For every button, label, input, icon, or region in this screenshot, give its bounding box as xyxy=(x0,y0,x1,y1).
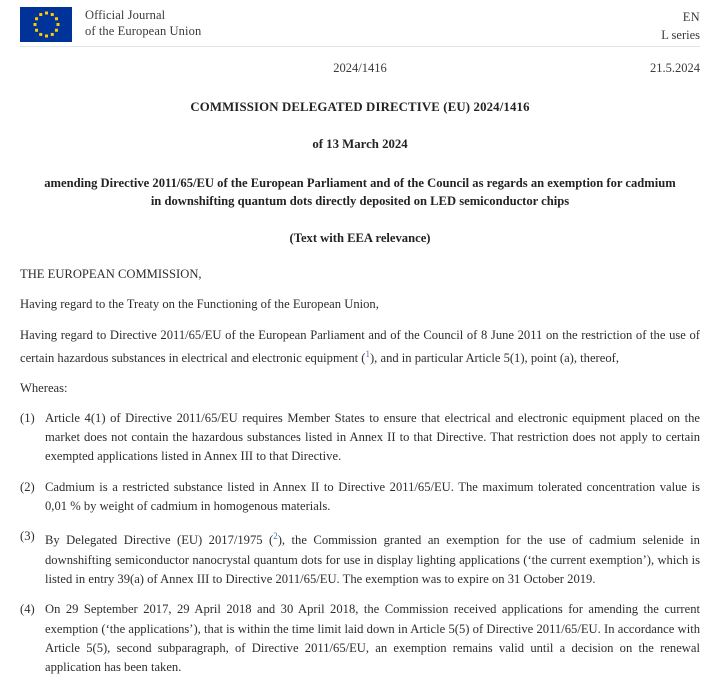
recital-item xyxy=(20,478,700,517)
eu-star xyxy=(45,35,48,38)
recital-number: (4) xyxy=(20,602,35,617)
document-reference-bar xyxy=(0,47,720,77)
document-header xyxy=(0,0,720,40)
footnote-ref-2[interactable]: 2 xyxy=(273,531,278,542)
eu-star xyxy=(50,33,53,36)
recital-item xyxy=(20,409,700,467)
document-body xyxy=(0,265,720,677)
eea-relevance-note: (Text with EEA relevance) xyxy=(289,231,431,245)
document-number: 2024/1416 xyxy=(333,61,387,75)
document-subject-line-1: amending Directive 2011/65/EU of the European Parliament and of the Council as regards an exemption for cadmium in xyxy=(44,176,676,208)
recital-item xyxy=(20,527,700,589)
masthead-line-1: Official Journal xyxy=(85,8,166,22)
eu-star xyxy=(39,33,42,36)
masthead xyxy=(85,6,201,39)
recital-number: (2) xyxy=(20,479,35,494)
having-regard-directive-text-1: Having regard to Directive 2011/65/EU of the European Parliament and of the Council of 8 June 2011 on the restriction of the use of certain hazardous substances in electrical and electronic equipment ( xyxy=(20,327,700,366)
eu-star xyxy=(45,12,48,15)
publication-date: 21.5.2024 xyxy=(650,61,700,75)
eu-star xyxy=(56,23,59,26)
eu-star xyxy=(35,29,38,32)
eu-star xyxy=(33,23,36,26)
having-regard-directive-text-2: ), and in particular Article 5(1), point (a), thereof, xyxy=(369,351,619,366)
recital-text: On 29 September 2017, 29 April 2018 and 30 April 2018, the Commission received applications for amending the current exemption (‘the applications’), that is within the time limit laid down in Article 5(5) of Directive 2011/65/EU. In accordance with Article 5(5), second subparagraph, of Directive 2011/65/EU, an exemption remains valid until a decision on the renewal application has been taken. xyxy=(45,602,700,675)
document-subject-line-2: downshifting quantum dots directly deposited on LED semiconductor chips xyxy=(164,194,570,208)
title-block xyxy=(0,100,720,246)
document-adoption-date: of 13 March 2024 xyxy=(312,137,408,151)
eu-star xyxy=(50,13,53,16)
document-title: COMMISSION DELEGATED DIRECTIVE (EU) 2024/1416 xyxy=(190,100,530,114)
series-label: L series xyxy=(661,28,700,42)
recital-number: (3) xyxy=(20,529,35,544)
eu-star xyxy=(54,29,57,32)
recital-text: Article 4(1) of Directive 2011/65/EU requires Member States to ensure that electrical and electronic equipment placed on the market does not contain the hazardous substances listed in Annex II to that Directive. That restriction does not apply to certain exempted applications listed in Annex III to that Directive. xyxy=(45,410,700,464)
commission-line: THE EUROPEAN COMMISSION, xyxy=(20,267,202,281)
header-right-group xyxy=(661,6,700,44)
footnote-ref-1[interactable]: 1 xyxy=(365,348,370,359)
recital-text-part-1: By Delegated Directive (EU) 2017/1975 ( xyxy=(45,533,274,548)
language-code: EN xyxy=(682,10,700,24)
eu-star xyxy=(54,17,57,20)
eu-star xyxy=(39,13,42,16)
having-regard-directive xyxy=(20,326,700,369)
eu-flag-icon xyxy=(20,7,72,42)
document-subject xyxy=(36,174,684,210)
masthead-line-2: of the European Union xyxy=(85,23,202,38)
recital-text-part-2: ), the Commission granted an exemption for the use of cadmium selenide in downshifting semiconductor nanocrystal quantum dots for use in display lighting applications (‘the current exemption’), which is listed in entry 39(a) of Annex III to Directive 2011/65/EU. The exemption was to expire on 31 October 2019. xyxy=(45,533,700,586)
having-regard-treaty: Having regard to the Treaty on the Functioning of the European Union, xyxy=(20,297,379,312)
recital-item xyxy=(20,600,700,677)
recital-text: Cadmium is a restricted substance listed in Annex II to Directive 2011/65/EU. The maximum tolerated concentration value is 0,01 % by weight of cadmium in homogenous materials. xyxy=(45,479,700,513)
whereas-label: Whereas: xyxy=(20,381,68,396)
header-left-group xyxy=(20,6,201,42)
eu-star xyxy=(35,17,38,20)
recital-text xyxy=(45,527,700,589)
recital-number: (1) xyxy=(20,410,35,425)
